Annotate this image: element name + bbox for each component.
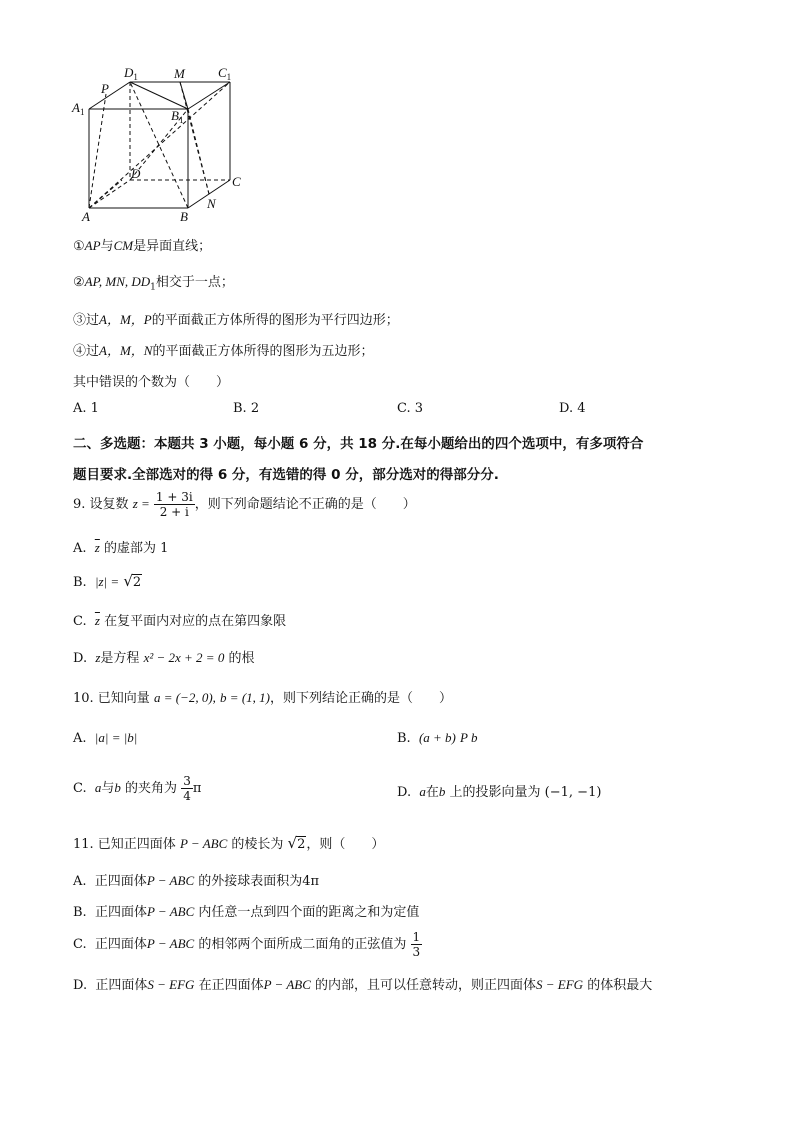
hidden-a-d-left [89,180,122,208]
edge-b1-c1 [188,82,230,109]
q9-option-b[interactable]: B. |z| = √2 [73,572,142,590]
q8-option-b[interactable]: B. 2 [233,401,260,416]
hidden-a-d [89,180,130,208]
label-d1: $D_1$ [124,65,138,82]
q8-statement-4: ④过A，M，N的平面截正方体所得的图形为五边形； [73,343,374,359]
q9-option-c[interactable]: C. $\overline{z}$ 在复平面内对应的点在第四象限 [73,613,287,629]
q10-option-a[interactable]: A. |a| = |b| [73,730,138,746]
q11-option-b[interactable]: B. 正四面体P − ABC 内任意一点到四个面的距离之和为定值 [73,904,420,920]
q8-option-d[interactable]: D. 4 [559,401,586,416]
section2-instructions-line1: 二、多选题：本题共 3 小题，每小题 6 分，共 18 分.在每小题给出的四个选项中，有多项符合 [73,436,644,452]
label-a1: $A_1$ [72,100,85,117]
q10-c-fraction: $\frac{3}{4}$ [183,774,191,803]
label-m: M [174,66,185,81]
q10-option-c[interactable]: C. a与b 的夹角为 $\frac{3}{4}$ π [73,774,202,803]
q9-option-d[interactable]: D. z是方程 x² − 2x + 2 = 0 的根 [73,650,255,666]
q9-fraction: $\frac{1 + 3i}{2 + i}$ [155,490,193,519]
q10-option-d[interactable]: D. a在b 上的投影向量为 (−1, −1) [397,784,602,800]
q11-option-c[interactable]: C. 正四面体P − ABC 的相邻两个面所成二面角的正弦值为 $\frac{1}{3}$ [73,930,421,959]
q8-statement-3: ③过A，M，P的平面截正方体所得的图形为平行四边形； [73,312,399,328]
hidden-a-c1 [89,82,230,208]
label-d: D [131,166,141,181]
q11-c-fraction: $\frac{1}{3}$ [412,930,421,959]
q10-option-b[interactable]: B. (a + b) P b [397,730,478,746]
label-b1: $B_1$ [171,108,184,125]
label-c: C [232,174,241,189]
q11-option-a[interactable]: A. 正四面体P − ABC 的外接球表面积为4π [73,873,320,889]
q8-statement-1: ①AP与CM是异面直线； [73,238,212,254]
label-b: B [180,209,188,224]
q8-option-c[interactable]: C. 3 [397,401,424,416]
q11-option-d[interactable]: D. 正四面体S − EFG 在正四面体P − ABC 的内部，且可以任意转动，则正四面体S − EFG 的体积最大 [73,977,653,993]
label-c1: $C_1$ [218,65,232,82]
q8-option-a[interactable]: A. 1 [73,401,99,416]
q9-option-a[interactable]: A. $\overline{z}$ 的虚部为 1 [73,540,169,556]
q8-question: 其中错误的个数为（ ） [73,375,230,390]
section2-instructions-line2: 题目要求.全部选对的得 6 分，有选错的得 0 分，部分选对的得部分分. [73,467,499,483]
label-p: P [101,81,109,96]
cube-figure [70,62,250,227]
q9-stem: 9. 设复数 z = $\frac{1 + 3i}{2 + i}$ ，则下列命题结论不正确的是（ ） [73,490,416,519]
hidden-a-p [89,94,106,208]
edge-a1-d1 [89,82,130,109]
q10-stem: 10. 已知向量 a = (−2, 0), b = (1, 1)，则下列结论正确的是（ ） [73,690,452,706]
label-a: A [82,209,90,224]
line-d1-b1 [130,82,188,109]
q11-stem: 11. 已知正四面体 P − ABC 的棱长为 √2，则（ ） [73,834,385,852]
hidden-b1-n [188,109,209,194]
q8-statement-2: ②AP, MN, $DD_1$相交于一点； [73,274,234,293]
label-n: N [207,196,216,211]
